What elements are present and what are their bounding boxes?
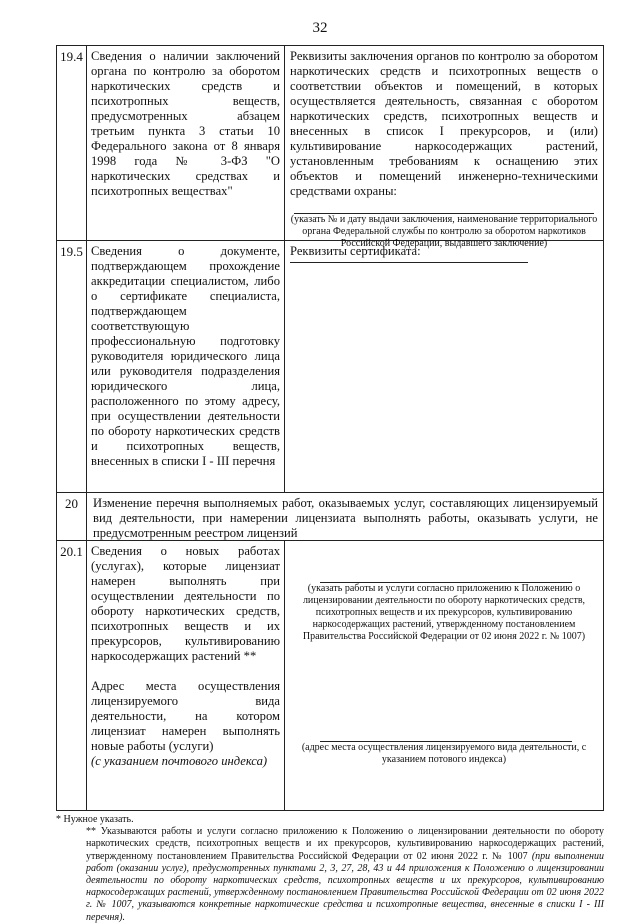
row-description: Сведения о документе, подтверждающем прохождение аккредитации специалистом, либо о сертификате специалиста, подтверждающем соответствующую профессиональную подготовку руководителя юридического лица или руководителя подразделения юридического лица, расположенного по этому адресу, при осуществлении деятельности по обороту наркотических средств и психотропных веществ, внесенных в списки I - III перечня [87,241,285,492]
table-row-19-4 [57,46,603,249]
row-details [285,541,603,810]
details-text: Реквизиты заключения органов по контролю за оборотом наркотических средств и психотропных веществ о соответствии объектов и помещений, в которых осуществляется деятельность, связанная с оборотом наркотических средств, психотропных веществ и внесенных в список I прекурсоров, и (или) культивирование наркосодержащих растений, установленным требованиям к оснащению этих объектов и помещений инженерно-техническими средствами охраны: [290,49,598,198]
page-number: 32 [312,20,328,36]
row-number: 19.5 [57,241,87,492]
works-hint: (указать работы и услуги согласно приложению к Положению о лицензировании деятельности по обороту наркотических средств, психотропных веществ и их прекурсоров, культивированию наркосодержащих растений, утвержденному постановлением Правительства Российской Федерации от 02 июня 2022 г. № 1007) [302,583,586,642]
row-number: 19.4 [57,46,87,240]
footnote-2: ** Указываются работы и услуги согласно приложению к Положению о лицензировании деятельности по обороту наркотических средств, психотропных веществ и их прекурсоров, культивированию наркосодержащих растений, утвержденному постановлением Правительства Российской Федерации от 02 июня 2022 г. № 1007 (при выполнении работ (оказании услуг), предусмотренных пунктами 2, 3, 27, 28, 43 и 44 приложения к Положению о лицензировании деятельности по обороту наркотических средств, психотропных веществ и их прекурсоров, культивированию наркосодержащих растений, утвержденному постановлением Правительства Российской Федерации от 02 июня 2022 г. № 1007, указываются конкретные наркотические средства и психотропные вещества, внесенные в списки I - III перечня). [86,826,605,923]
fill-line [290,262,528,263]
row-number: 20 [57,493,87,540]
table-row-20 [57,493,603,541]
row-number: 20.1 [57,541,87,810]
table-row-19-5 [57,241,603,493]
row-details [285,241,603,492]
row-description: Сведения о наличии заключений органа по контролю за оборотом наркотических средств и психотропных веществ, предусмотренных абзацем третьим пункта 3 статьи 10 Федерального закона от 8 января 1998 года № 3-ФЗ "О наркотических средствах и психотропных веществах" [87,46,285,240]
application-table [56,45,604,811]
footnotes [56,814,604,924]
row-details [285,46,603,249]
footnote-1: * Нужное указать. [56,814,134,825]
new-works-label: Сведения о новых работах (услугах), которые лицензиат намерен выполнять при осуществлении деятельности по обороту наркотических средств, психотропных веществ и их прекурсоров, культивированию наркосодержащих растений ** [91,544,280,663]
address-label: Адрес места осуществления лицензируемого вида деятельности, на котором лицензиат намерен выполнять новые работы (услуги) [91,679,280,753]
address-hint: (адрес места осуществления лицензируемого вида деятельности, с указанием потового индекса) [301,742,587,765]
field-hint: (указать № и дату выдачи заключения, наименование территориального органа Федеральной службы по контролю за оборотом наркотиков Российской Федерации, выдавшего заключение) [290,214,598,249]
row-description: Изменение перечня выполняемых работ, оказываемых услуг, составляющих лицензируемый вид деятельности, при намерении лицензиата выполнять работы, оказывать услуги, не предусмотренным реестром лицензий [93,496,598,540]
details-text: Реквизиты сертификата: [290,244,421,258]
table-row-20-1 [57,541,603,810]
postal-hint: (с указанием почтового индекса) [91,754,268,768]
row-description [87,541,285,810]
